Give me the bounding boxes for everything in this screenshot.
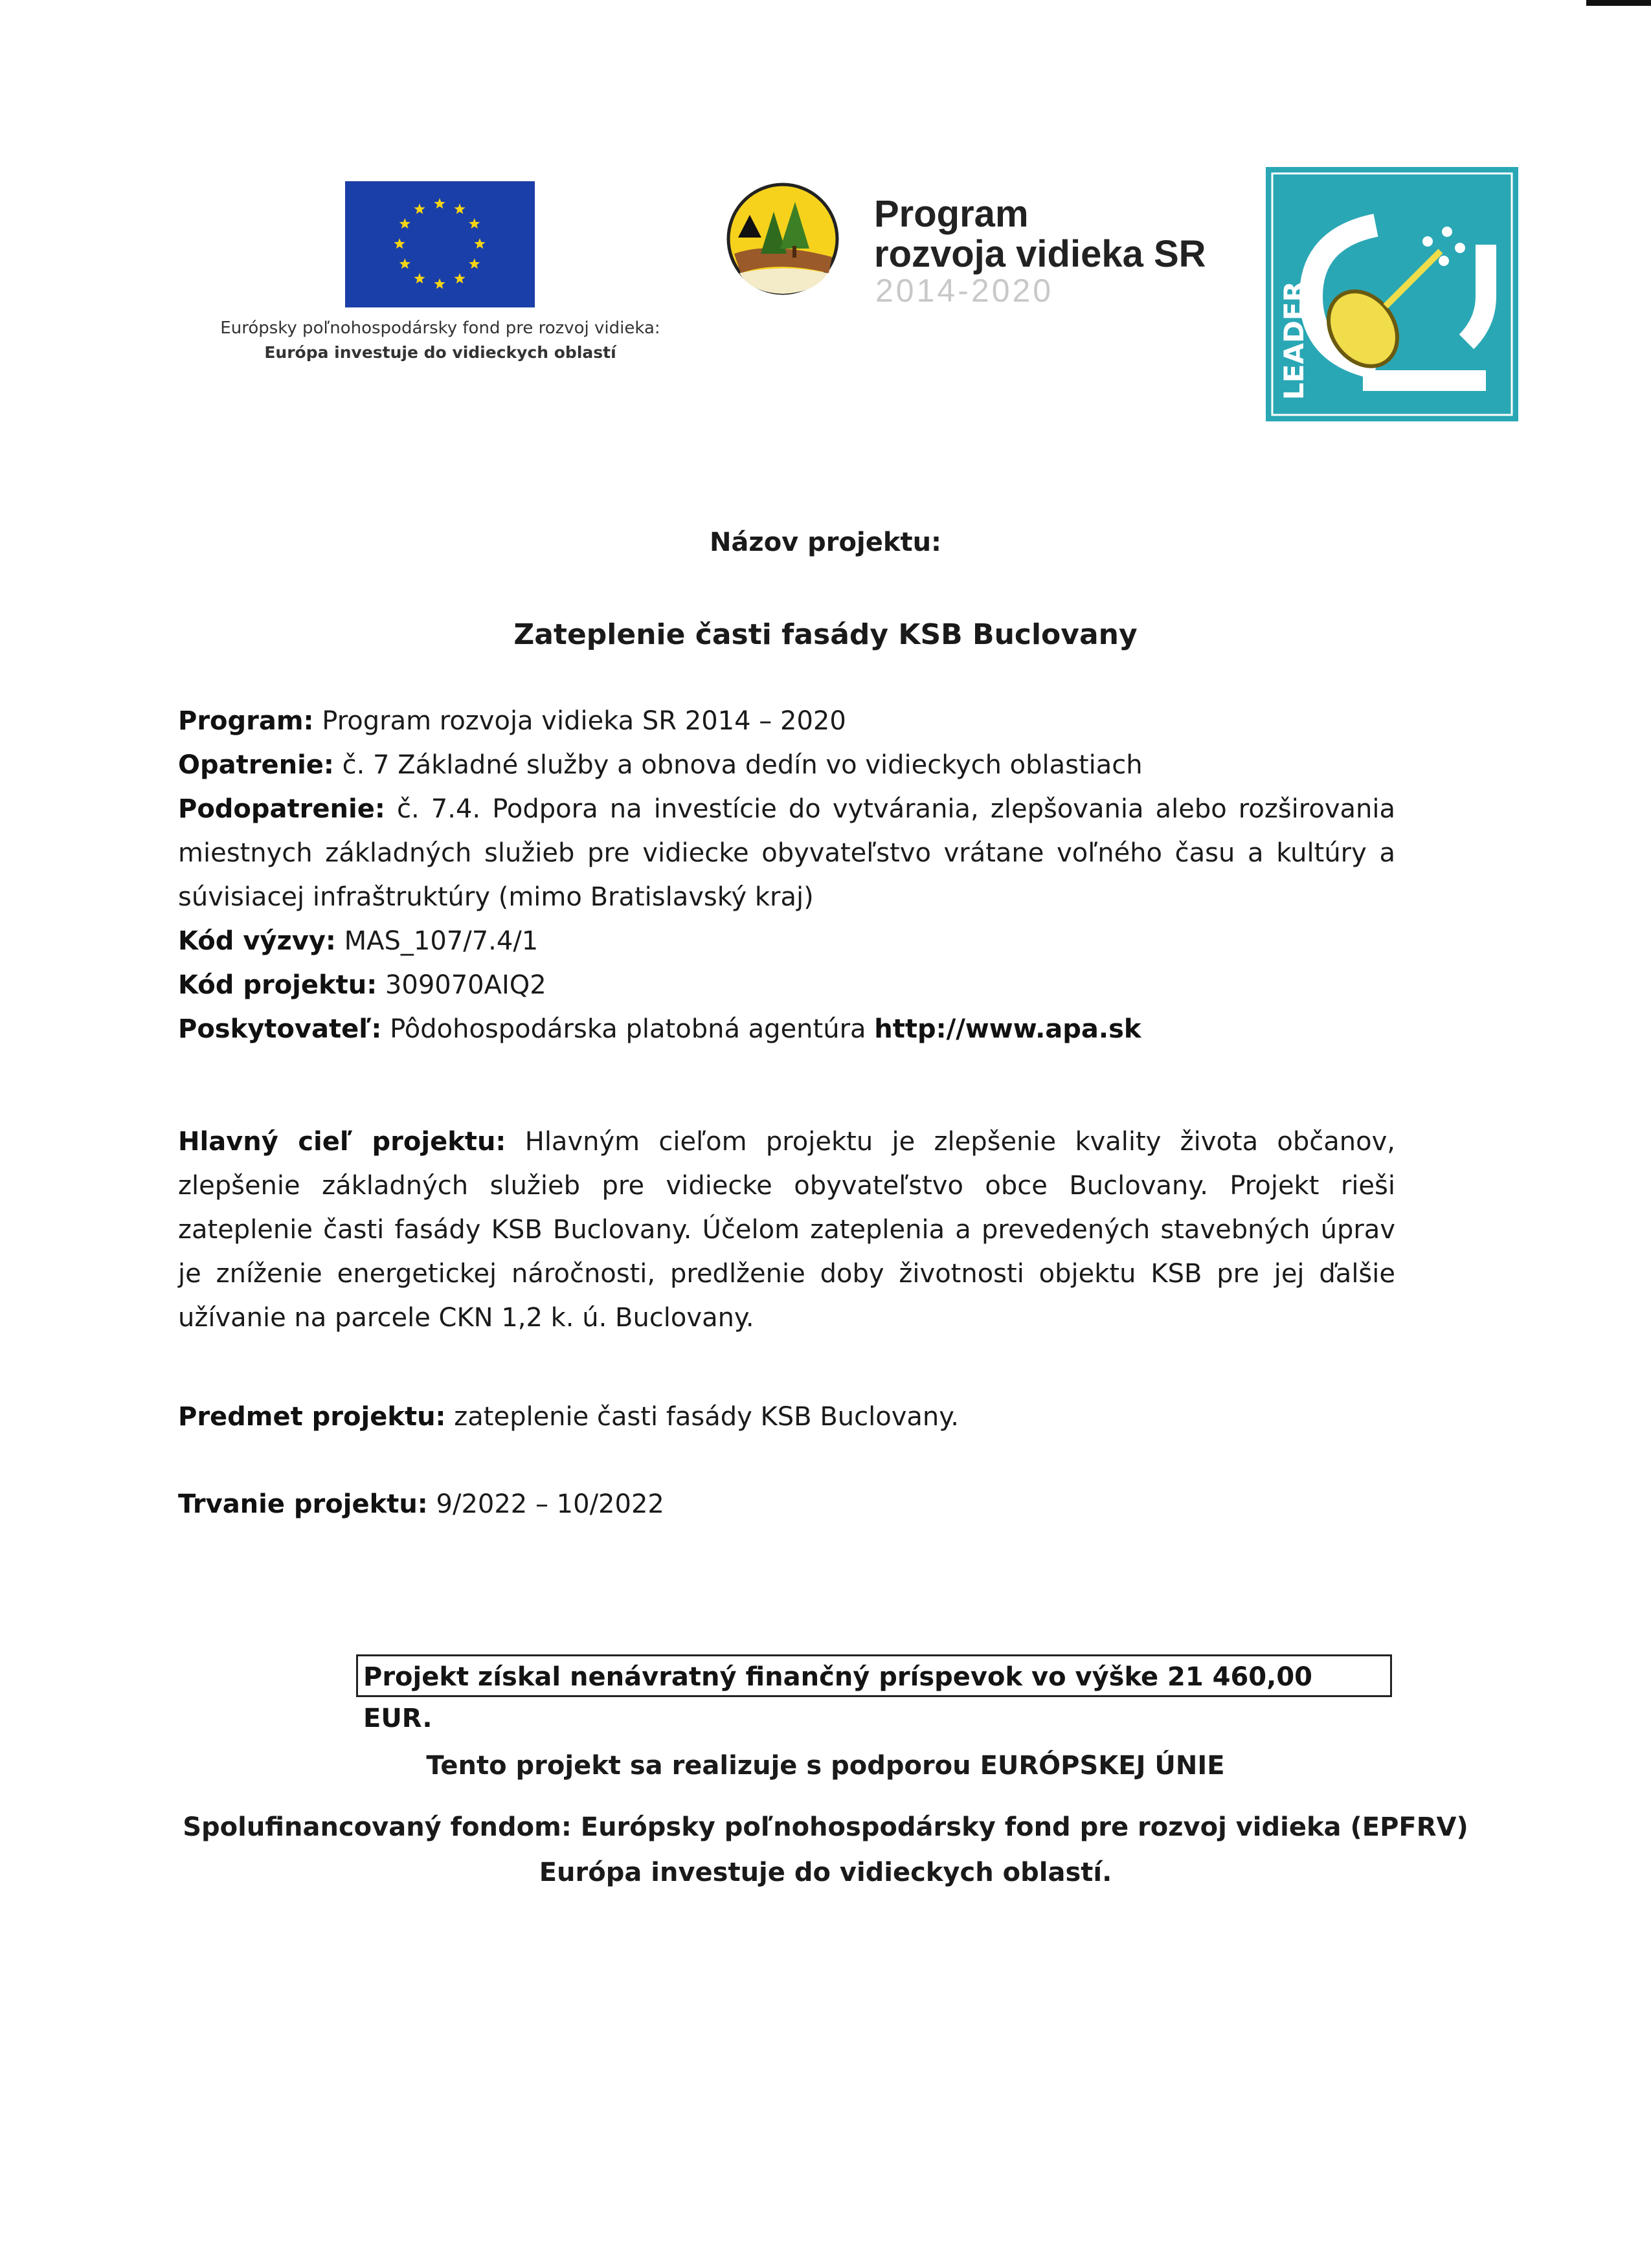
- duration-row: [178, 1482, 1395, 1526]
- poskytovatel-row: [178, 1007, 1395, 1051]
- eu-star-icon: [454, 203, 465, 214]
- prv-logo-title: [874, 194, 1206, 274]
- program-value: Program rozvoja vidieka SR 2014 – 2020: [313, 706, 846, 736]
- eu-star-icon: [414, 203, 425, 214]
- opatrenie-value: č. 7 Základné služby a obnova dedín vo vidieckych oblastiach: [333, 750, 1143, 780]
- eu-star-icon: [469, 258, 480, 269]
- goal-label: Hlavný cieľ projektu:: [178, 1127, 506, 1157]
- subject-text: zateplenie časti fasády KSB Buclovany.: [445, 1402, 959, 1432]
- eu-stars-icon: [345, 181, 535, 307]
- kod-projektu-value: 309070AIQ2: [377, 970, 546, 1000]
- eu-star-icon: [469, 218, 480, 228]
- kod-vyzvy-value: MAS_107/7.4/1: [335, 926, 539, 956]
- eu-caption-line2: Európa investuje do vidieckych oblastí: [264, 343, 616, 362]
- eu-star-icon: [399, 258, 410, 269]
- podopatrenie-label: Podopatrenie:: [178, 794, 385, 824]
- podopatrenie-value: č. 7.4. Podpora na investície do vytvárania, zlepšovania alebo rozširovania miestnych základných služieb pre vidiecke obyvateľstvo vrátane voľného času a kultúry a súvisiacej infraštruktúry (mimo Bratislavský kraj): [178, 794, 1395, 912]
- subject-label: Predmet projektu:: [178, 1402, 446, 1432]
- leader-logo-text: LEADER: [1278, 281, 1310, 400]
- grant-amount-box: Projekt získal nenávratný finančný príspevok vo výške 21 460,00 EUR.: [356, 1654, 1392, 1697]
- eu-star-icon: [394, 238, 405, 249]
- project-title: Zateplenie časti fasády KSB Buclovany: [513, 618, 1138, 651]
- opatrenie-label: Opatrenie:: [178, 750, 334, 780]
- prv-logo-years: 2014-2020: [875, 272, 1054, 309]
- europa-statement: Európa investuje do vidieckych oblastí.: [539, 1858, 1112, 1887]
- project-name-label: Názov projektu:: [709, 528, 942, 557]
- eu-star-icon: [434, 198, 445, 208]
- scan-edge-mark: [1586, 0, 1651, 6]
- eu-star-icon: [474, 238, 485, 249]
- program-label: Program:: [178, 706, 314, 736]
- opatrenie-row: [178, 743, 1395, 787]
- kod-vyzvy-label: Kód výzvy:: [178, 926, 336, 956]
- kod-projektu-row: [178, 963, 1395, 1007]
- eu-star-icon: [434, 278, 445, 289]
- duration-text: 9/2022 – 10/2022: [427, 1489, 664, 1519]
- podopatrenie-row: [178, 787, 1395, 919]
- kod-vyzvy-row: [178, 919, 1395, 963]
- poskytovatel-url-link[interactable]: http://www.apa.sk: [874, 1014, 1141, 1044]
- prv-emblem-icon: [725, 176, 840, 302]
- goal-paragraph: [178, 1120, 1395, 1340]
- prv-title-line2: rozvoja vidieka SR: [874, 233, 1206, 275]
- kod-projektu-label: Kód projektu:: [178, 970, 377, 1000]
- poskytovatel-value: Pôdohospodárska platobná agentúra: [381, 1014, 875, 1044]
- eu-star-icon: [454, 273, 465, 284]
- subject-row: [178, 1395, 1395, 1439]
- cofinancing-statement: Spolufinancovaný fondom: Európsky poľnohospodársky fond pre rozvoj vidieka (EPFRV): [183, 1812, 1468, 1842]
- poskytovatel-label: Poskytovateľ:: [178, 1014, 382, 1044]
- program-row: [178, 699, 1395, 743]
- eu-caption-line1: Európsky poľnohospodársky fond pre rozvoj vidieka:: [220, 318, 660, 338]
- duration-label: Trvanie projektu:: [178, 1489, 428, 1519]
- eu-star-icon: [414, 273, 425, 284]
- leader-logo: [1266, 167, 1518, 421]
- eu-support-statement: Tento projekt sa realizuje s podporou EURÓPSKEJ ÚNIE: [426, 1751, 1225, 1781]
- eu-star-icon: [399, 218, 410, 228]
- prv-title-line1: Program: [874, 193, 1029, 235]
- goal-text: Hlavným cieľom projektu je zlepšenie kvality života občanov, zlepšenie základných služieb pre vidiecke obyvateľstvo obce Buclovany. Projekt rieši zateplenie časti fasády KSB Buclovany. Účelom zateplenia a prevedených stavebných úprav je zníženie energetickej náročnosti, predlženie doby životnosti objektu KSB pre jej ďalšie užívanie na parcele CKN 1,2 k. ú. Buclovany.: [178, 1127, 1395, 1333]
- eu-flag-logo: [345, 181, 535, 307]
- eu-logo-caption: [194, 316, 686, 365]
